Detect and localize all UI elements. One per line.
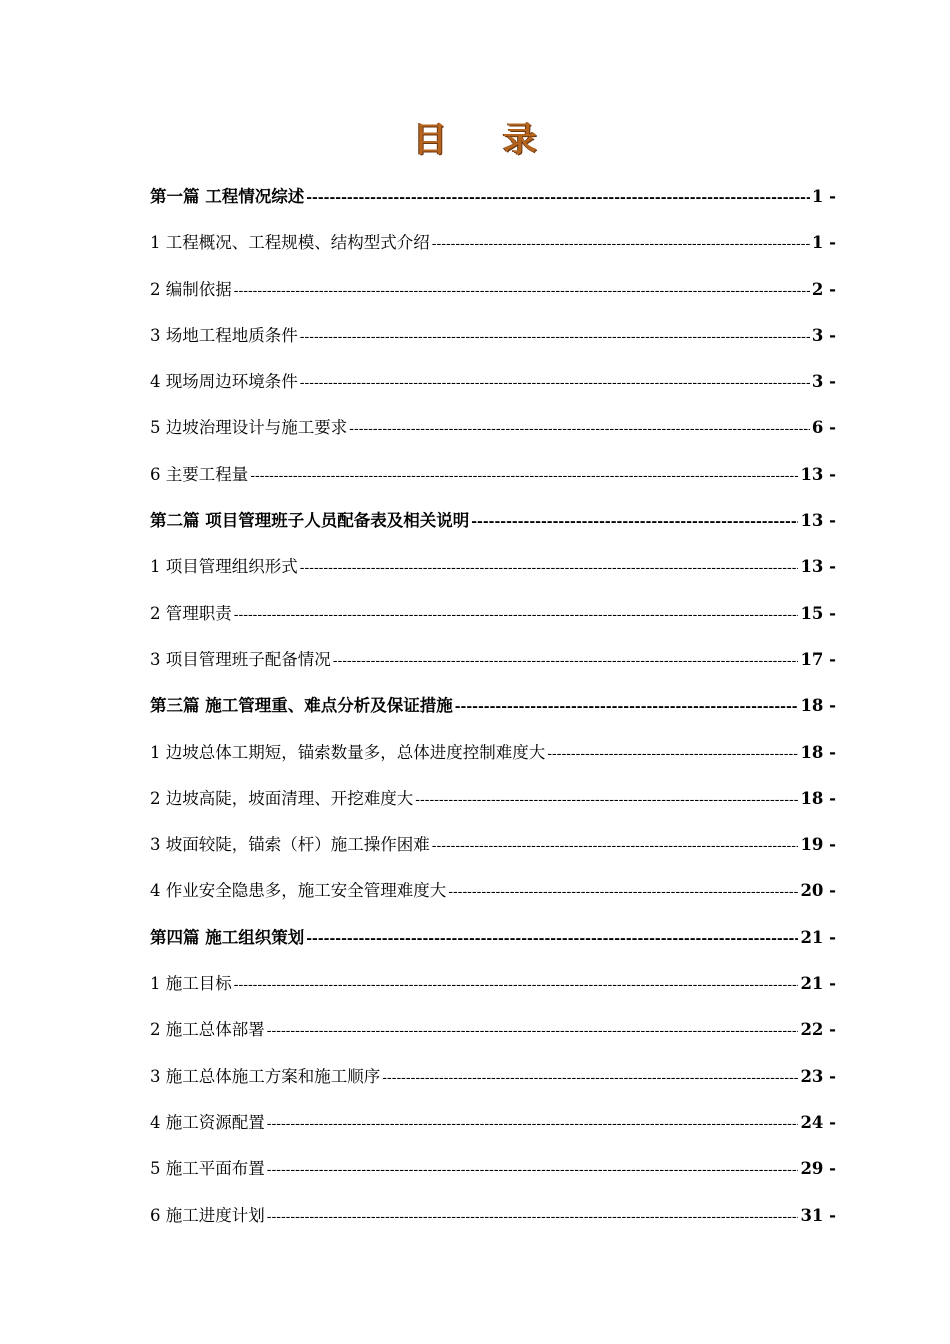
- toc-entry-label: 5 施工平面布置: [150, 1159, 265, 1179]
- dot-leader: [306, 915, 798, 961]
- toc-entry-label: 第一篇 工程情况综述: [150, 187, 305, 206]
- toc-entry[interactable]: [150, 683, 836, 729]
- dot-leader: [300, 313, 810, 359]
- dot-leader: [300, 359, 810, 405]
- toc-entry[interactable]: [150, 267, 836, 313]
- dot-leader: [349, 405, 810, 451]
- toc-entry-page: 18 -: [800, 696, 836, 716]
- toc-entry[interactable]: [150, 822, 836, 868]
- toc-entry[interactable]: [150, 637, 836, 683]
- toc-entry-label: 3 项目管理班子配备情况: [150, 649, 331, 669]
- toc-entry[interactable]: [150, 1100, 836, 1146]
- toc-entry-label: 6 施工进度计划: [150, 1205, 265, 1225]
- dot-leader: [234, 267, 810, 313]
- toc-entry-label: 2 管理职责: [150, 603, 232, 623]
- dot-leader: [415, 776, 798, 822]
- dot-leader: [382, 1054, 798, 1100]
- toc-entry-page: 23 -: [800, 1066, 836, 1086]
- toc-entry-label: 2 施工总体部署: [150, 1020, 265, 1040]
- toc-entry[interactable]: [150, 452, 836, 498]
- toc-entry-label: 4 现场周边环境条件: [150, 372, 298, 392]
- table-of-contents: [150, 174, 836, 1239]
- toc-entry-page: 13 -: [800, 464, 836, 484]
- toc-entry[interactable]: [150, 868, 836, 914]
- toc-entry-page: 21 -: [800, 927, 836, 947]
- toc-entry-label: 第二篇 项目管理班子人员配备表及相关说明: [150, 511, 470, 531]
- toc-entry[interactable]: [150, 961, 836, 1007]
- toc-entry-page: 13 -: [800, 511, 836, 531]
- toc-entry[interactable]: [150, 730, 836, 776]
- dot-leader: [448, 868, 798, 914]
- toc-entry[interactable]: [150, 498, 836, 544]
- toc-entry[interactable]: [150, 915, 836, 961]
- dot-leader: [234, 591, 799, 637]
- toc-entry[interactable]: [150, 220, 836, 266]
- toc-entry-label: 第四篇 施工组织策划: [150, 927, 305, 947]
- toc-entry-page: 18 -: [800, 788, 836, 808]
- toc-entry-page: 17 -: [800, 649, 836, 669]
- dot-leader: [267, 1100, 799, 1146]
- dot-leader: [471, 498, 798, 544]
- toc-entry-page: 2 -: [811, 279, 836, 299]
- toc-entry-page: 3 -: [811, 325, 836, 345]
- toc-entry-page: 22 -: [800, 1020, 836, 1040]
- toc-entry-page: 1 -: [811, 233, 836, 253]
- toc-entry-label: 4 施工资源配置: [150, 1112, 265, 1132]
- toc-entry[interactable]: [150, 359, 836, 405]
- toc-entry-page: 29 -: [800, 1159, 836, 1179]
- toc-entry-label: 1 施工目标: [150, 974, 232, 994]
- dot-leader: [234, 961, 799, 1007]
- dot-leader: [547, 730, 798, 776]
- toc-entry-label: 3 坡面较陡，锚索（杆）施工操作困难: [150, 835, 430, 855]
- toc-entry[interactable]: [150, 405, 836, 451]
- toc-entry-label: 1 项目管理组织形式: [150, 557, 298, 577]
- toc-entry-label: 2 边坡高陡，坡面清理、开挖难度大: [150, 788, 414, 808]
- toc-entry[interactable]: [150, 1007, 836, 1053]
- dot-leader: [306, 174, 810, 220]
- toc-entry[interactable]: [150, 174, 836, 220]
- toc-entry[interactable]: [150, 544, 836, 590]
- toc-entry-page: 21 -: [800, 974, 836, 994]
- toc-entry-page: 15 -: [800, 603, 836, 623]
- toc-entry-label: 4 作业安全隐患多，施工安全管理难度大: [150, 881, 447, 901]
- toc-entry-page: 31 -: [800, 1205, 836, 1225]
- toc-entry-page: 1 -: [811, 187, 836, 206]
- dot-leader: [250, 452, 798, 498]
- toc-entry-label: 3 场地工程地质条件: [150, 325, 298, 345]
- toc-entry-page: 19 -: [800, 835, 836, 855]
- dot-leader: [455, 683, 799, 729]
- toc-entry-label: 3 施工总体施工方案和施工顺序: [150, 1066, 381, 1086]
- dot-leader: [267, 1146, 799, 1192]
- toc-entry[interactable]: [150, 1193, 836, 1239]
- toc-entry[interactable]: [150, 1146, 836, 1192]
- toc-entry-page: 3 -: [811, 372, 836, 392]
- toc-entry-page: 6 -: [811, 418, 836, 438]
- toc-entry-label: 2 编制依据: [150, 279, 232, 299]
- toc-entry-label: 6 主要工程量: [150, 464, 249, 484]
- toc-entry-page: 13 -: [800, 557, 836, 577]
- toc-entry[interactable]: [150, 313, 836, 359]
- toc-entry-page: 20 -: [800, 881, 836, 901]
- toc-entry[interactable]: [150, 591, 836, 637]
- dot-leader: [300, 544, 799, 590]
- toc-entry[interactable]: [150, 776, 836, 822]
- dot-leader: [432, 220, 810, 266]
- toc-entry-label: 1 边坡总体工期短，锚索数量多，总体进度控制难度大: [150, 742, 546, 762]
- dot-leader: [267, 1007, 799, 1053]
- toc-title: 目 录: [413, 120, 559, 160]
- toc-entry-page: 18 -: [800, 742, 836, 762]
- toc-entry-label: 第三篇 施工管理重、难点分析及保证措施: [150, 696, 453, 716]
- toc-entry-label: 1 工程概况、工程规模、结构型式介绍: [150, 233, 430, 253]
- toc-entry[interactable]: [150, 1054, 836, 1100]
- toc-entry-label: 5 边坡治理设计与施工要求: [150, 418, 348, 438]
- dot-leader: [333, 637, 799, 683]
- toc-entry-page: 24 -: [800, 1112, 836, 1132]
- dot-leader: [432, 822, 799, 868]
- dot-leader: [267, 1193, 799, 1239]
